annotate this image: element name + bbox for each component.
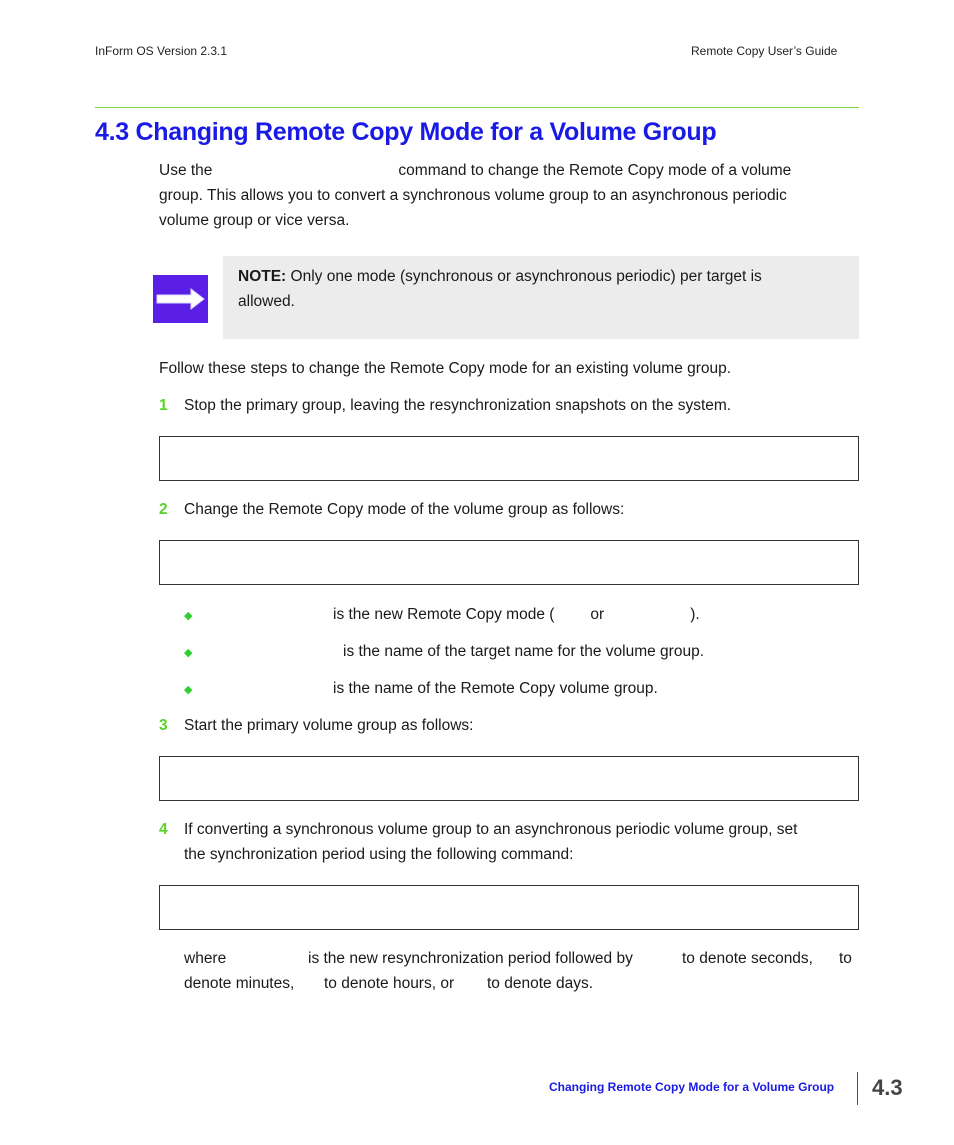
- header-version: InForm OS Version 2.3.1: [95, 44, 228, 58]
- where-hours-text: to denote hours, or: [324, 975, 455, 992]
- where-to-text: to: [839, 950, 852, 967]
- footer-section-title: Changing Remote Copy Mode for a Volume Group: [549, 1080, 835, 1094]
- code-block-4: [159, 885, 859, 930]
- intro-line-3: volume group or vice versa.: [159, 212, 350, 229]
- note-line-1: [238, 264, 762, 289]
- code-block-1: [159, 436, 859, 481]
- where-line-1: [184, 946, 226, 971]
- note-text-1: Only one mode (synchronous or asynchronous periodic) per target is: [290, 268, 762, 285]
- code-block-3: [159, 756, 859, 801]
- right-arrow-icon: [153, 275, 208, 323]
- step-1-text: Stop the primary group, leaving the resynchronization snapshots on the system.: [184, 397, 732, 414]
- bullet-diamond: ◆: [184, 684, 193, 696]
- where-days-text: to denote days.: [487, 975, 593, 992]
- where-minutes-text: denote minutes,: [184, 975, 295, 992]
- bullet-1-part-a: is the new Remote Copy mode (: [333, 606, 555, 623]
- bullet-1-part-c: ).: [690, 606, 700, 623]
- intro-line-1: [159, 158, 791, 183]
- bullet-1-part-b: or: [590, 606, 605, 623]
- bullet-1-text: [333, 602, 700, 627]
- code-block-2: [159, 540, 859, 585]
- intro-line-2: group. This allows you to convert a synchronous volume group to an asynchronous periodic: [159, 187, 787, 204]
- follow-text: Follow these steps to change the Remote Copy mode for an existing volume group.: [159, 360, 732, 377]
- step-3-text: Start the primary volume group as follows:: [184, 717, 474, 734]
- header-guide-title: Remote Copy User’s Guide: [691, 44, 838, 58]
- header-rule: [95, 107, 859, 108]
- step-1-number: 1: [159, 397, 168, 414]
- note-line-2: allowed.: [238, 293, 295, 310]
- step-2-text: Change the Remote Copy mode of the volume group as follows:: [184, 501, 625, 518]
- bullet-3-text: is the name of the Remote Copy volume group.: [333, 680, 658, 697]
- intro-use-the: Use the: [159, 162, 213, 179]
- bullet-diamond: ◆: [184, 647, 193, 659]
- step-4-number: 4: [159, 821, 168, 838]
- step-4-line-1: If converting a synchronous volume group to an asynchronous periodic volume group, set: [184, 821, 798, 838]
- footer-divider: [857, 1072, 858, 1105]
- note-label: NOTE:: [238, 268, 287, 285]
- step-2-number: 2: [159, 501, 168, 518]
- where-period-text: is the new resynchronization period followed by: [308, 950, 633, 967]
- where-word: where: [184, 950, 227, 967]
- step-3-number: 3: [159, 717, 168, 734]
- bullet-2-text: is the name of the target name for the volume group.: [343, 643, 705, 660]
- bullet-diamond: ◆: [184, 610, 193, 622]
- step-4-line-2: the synchronization period using the following command:: [184, 846, 574, 863]
- footer-section-number: 4.3: [872, 1075, 903, 1100]
- intro-command-text: command to change the Remote Copy mode of a volume: [398, 162, 792, 179]
- where-seconds-text: to denote seconds,: [682, 950, 813, 967]
- section-title: 4.3 Changing Remote Copy Mode for a Volume Group: [95, 118, 717, 146]
